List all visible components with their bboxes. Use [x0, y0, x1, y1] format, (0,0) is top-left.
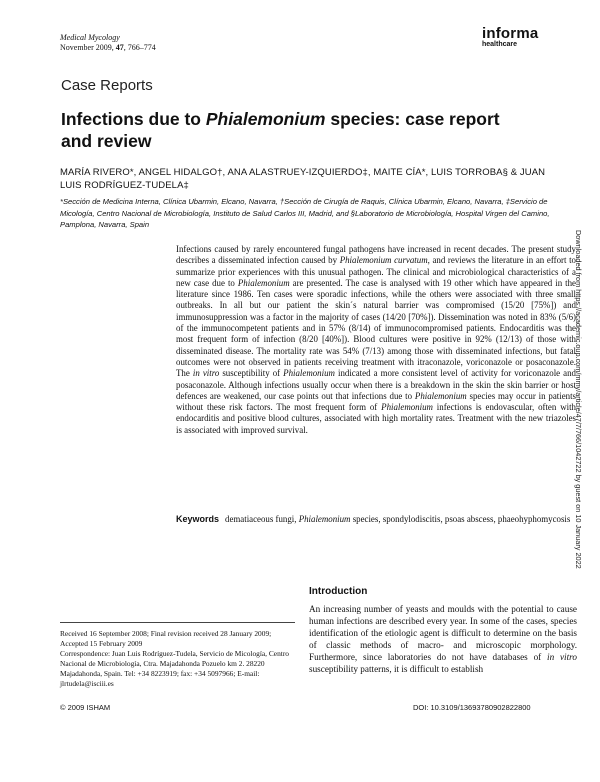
publisher-logo [482, 26, 538, 49]
doi: DOI: 10.3109/13693780902822800 [413, 703, 531, 712]
introduction-heading: Introduction [309, 586, 368, 597]
keywords-label: Keywords [176, 514, 220, 524]
journal-volume: 47 [115, 43, 124, 52]
keywords: Keywords dematiaceous fungi, Phialemonium species, spondylodiscitis, psoas abscess, phaeohyphomycosis [176, 514, 571, 524]
correspondence: Correspondence: Juan Luis Rodríguez-Tudela, Servicio de Micología, Centro Nacional de Microbiología, Ctra. Majadahonda Pozuelo km 2. 28220 Majadahonda, Spain. Tel: +34 8223919; fax: +34 5097966; E-mail: jlrtudela@isciii.es [60, 649, 289, 688]
affiliations: *Sección de Medicina Interna, Clínica Ubarmin, Elcano, Navarra, †Sección de Cirugía de Raquis, Clínica Ubarmin, Elcano, Navarra, ‡Servicio de Micología, Centro Nacional de Microbiología, Instituto de Salud Carlos III, Madrid, and §Laboratorio de Microbiología, Hospital Virgen del Camino, Pamplona, Navarra, Spain [60, 197, 550, 229]
divider [60, 622, 295, 623]
abstract: Infections caused by rarely encountered fungal pathogens have increased in recent decades. The present study describes a disseminated infection caused by Phialemonium curvatum, and reviews the literature in an effort to summarize prior experiences with this unusual pathogen. The clinical and microbiological characteristics of a new case due to Phialemonium are presented. The case is analysed with 19 other which have appeared in the literature since 1986. Ten cases were sporadic infections, while the others were associated with three small outbreaks. In all but our patient the skin´s natural barrier was compromised (15/20 [75%]) and immunosuppression was a factor in the majority of cases (14/20 [70%]). Dissemination was noted in 83% (5/6) of the immunocompetent patients and in 57% (8/14) of immunocompromised patients. Endocarditis was the most frequent form of infection (8/20 [40%]). Blood cultures were positive in 92% (12/13) of those with disseminated disease. The mortality rate was 54% (7/13) among those with disseminated infections, but fatal outcomes were not observed in patients receiving treatment with itraconazole, voriconazole or posaconazole. The in vitro susceptibility of Phialemonium indicated a more consistent level of activity for voriconazole and posaconazole. Although infections usually occur when there is a breakdown in the skin the skin barrier or host defences are weakened, our case points out that infections due to Phialemonium species may occur in patients without these risk factors. The most frequent form of Phialemonium infections is endovascular, often with endocarditis and positive blood cultures, associated with high mortality rates. Treatment with the new triazoles is associated with improved survival. [176, 244, 576, 435]
journal-name: Medical Mycology [60, 33, 120, 42]
download-watermark: Downloaded from https://academic.oup.com/mmy/article/47/7/766/1042722 by guest on 10 January 2022 [574, 230, 583, 569]
publisher-name: informa [482, 25, 539, 42]
journal-header [60, 33, 156, 53]
article-title: Infections due to Phialemonium species: case report and review [61, 109, 500, 151]
author-list: MARÍA RIVERO*, ANGEL HIDALGO†, ANA ALASTRUEY-IZQUIERDO‡, MAITE CÍA*, LUIS TORROBA§ & JUAN LUIS RODRÍGUEZ-TUDELA‡ [60, 167, 546, 191]
introduction-text: An increasing number of yeasts and moulds with the potential to cause human infections are described every year. In some of the cases, species identification of the etiologic agent is difficult to determine on the basis of classic methods of macro- and microscopic morphology. Furthermore, since laboratories do not have databases of in vitro susceptibility patterns, it is difficult to establish [309, 604, 577, 675]
received-info [60, 629, 295, 689]
publisher-subname: healthcare [482, 41, 518, 48]
copyright: © 2009 ISHAM [60, 703, 111, 712]
journal-citation: November 2009, 47, 766–774 [60, 43, 156, 52]
section-label: Case Reports [61, 77, 153, 94]
received-dates: Received 16 September 2008; Final revision received 28 January 2009; Accepted 15 February 2009 [60, 629, 272, 648]
